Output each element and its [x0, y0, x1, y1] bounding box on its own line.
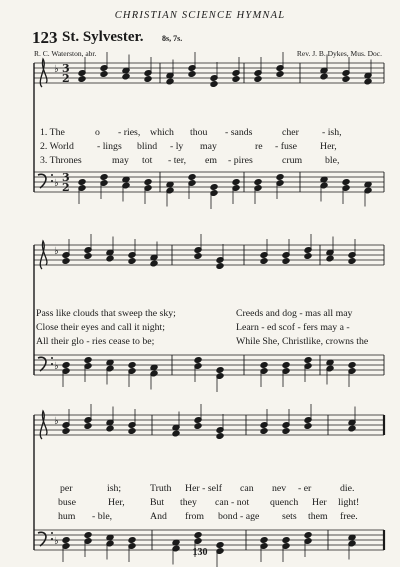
- note-head: [194, 253, 202, 260]
- note-head: [260, 428, 268, 435]
- note-head: [144, 76, 152, 83]
- note-head: [84, 357, 92, 364]
- lyric-syllable: - pires: [228, 155, 253, 166]
- note-head: [342, 179, 350, 186]
- lyric-syllable: die.: [340, 483, 355, 494]
- hymn-title: St. Sylvester.: [62, 29, 144, 45]
- bass-clef: [38, 174, 46, 188]
- note-head: [260, 537, 268, 544]
- lyric-syllable: 2. World: [40, 141, 74, 152]
- lyric-phrase: All their glo - ries cease to be;: [36, 336, 155, 347]
- note-head: [100, 174, 108, 181]
- note-head: [342, 76, 350, 83]
- note-head: [128, 258, 136, 265]
- clef-dot: [51, 174, 53, 176]
- note-head: [84, 253, 92, 260]
- note-head: [62, 362, 70, 369]
- note-head: [282, 362, 290, 369]
- composer-credit: Rev. J. B. Dykes, Mus. Doc.: [296, 49, 382, 58]
- note-head: [122, 73, 130, 80]
- bass-clef: [38, 532, 46, 546]
- lyric-syllable: Her,: [320, 141, 337, 152]
- note-head: [326, 255, 334, 262]
- lyric-syllable: nev: [272, 483, 287, 494]
- time-signature-bottom: 2: [62, 181, 70, 194]
- note-head: [254, 179, 262, 186]
- note-head: [84, 532, 92, 539]
- time-signature-top: 3: [62, 171, 70, 184]
- lyric-syllable: But: [150, 497, 165, 508]
- note-head: [232, 179, 240, 186]
- time-signature-bottom: 2: [62, 72, 70, 85]
- lyric-syllable: light!: [338, 497, 360, 508]
- note-head: [84, 423, 92, 430]
- lyric-phrase: While She, Christlike, crowns the: [236, 336, 369, 347]
- lyric-syllable: re: [255, 141, 263, 152]
- note-head: [194, 423, 202, 430]
- note-head: [216, 433, 224, 440]
- note-head: [348, 425, 356, 432]
- note-head: [276, 71, 284, 78]
- note-head: [364, 78, 372, 85]
- lyric-syllable: quench: [270, 497, 299, 508]
- lyric-syllable: Her,: [108, 497, 125, 508]
- lyric-syllable: 1. The: [40, 127, 65, 138]
- note-head: [210, 184, 218, 191]
- lyric-phrase: Pass like clouds that sweep the sky;: [36, 308, 176, 319]
- note-head: [304, 253, 312, 260]
- flat-sign: ♭: [54, 178, 59, 189]
- note-head: [276, 174, 284, 181]
- note-head: [62, 258, 70, 265]
- lyric-syllable: em: [205, 155, 217, 166]
- note-head: [282, 258, 290, 265]
- clef-dot: [51, 532, 53, 534]
- lyric-syllable: Her - self: [185, 483, 222, 494]
- note-head: [304, 532, 312, 539]
- lyric-syllable: cher: [282, 127, 299, 138]
- lyric-syllable: them: [308, 511, 328, 522]
- flat-sign: ♭: [54, 361, 59, 372]
- clef-dot: [51, 180, 53, 182]
- note-head: [216, 367, 224, 374]
- lyric-syllable: ble,: [325, 155, 340, 166]
- lyric-syllable: - ish,: [322, 127, 342, 138]
- lyric-syllable: blind: [137, 141, 158, 152]
- flat-sign: ♭: [54, 246, 59, 257]
- note-head: [260, 362, 268, 369]
- note-head: [254, 76, 262, 83]
- note-head: [100, 71, 108, 78]
- lyric-syllable: - ly: [170, 141, 184, 152]
- note-head: [348, 362, 356, 369]
- time-signature-top: 3: [62, 62, 70, 75]
- note-head: [210, 81, 218, 88]
- note-head: [188, 174, 196, 181]
- lyric-syllable: may: [112, 155, 129, 166]
- note-head: [128, 537, 136, 544]
- lyric-syllable: - ter,: [168, 155, 187, 166]
- hymn-meter: 8s, 7s.: [162, 34, 183, 43]
- lyric-syllable: from: [185, 511, 205, 522]
- lyric-syllable: And: [150, 511, 167, 522]
- note-head: [320, 73, 328, 80]
- note-head: [282, 537, 290, 544]
- note-head: [128, 362, 136, 369]
- note-head: [188, 71, 196, 78]
- lyric-syllable: crum: [282, 155, 303, 166]
- note-head: [194, 357, 202, 364]
- clef-dot: [51, 363, 53, 365]
- note-head: [304, 357, 312, 364]
- author-credit: R. C. Waterston, abr.: [34, 49, 97, 58]
- hymn-number: 123: [32, 28, 58, 47]
- lyric-syllable: hum: [58, 511, 76, 522]
- lyric-syllable: which: [150, 127, 174, 138]
- clef-dot: [51, 538, 53, 540]
- note-head: [304, 423, 312, 430]
- note-head: [260, 258, 268, 265]
- lyric-syllable: 3. Thrones: [40, 155, 82, 166]
- lyric-syllable: can: [240, 483, 254, 494]
- note-head: [232, 76, 240, 83]
- lyric-syllable: - er: [298, 483, 312, 494]
- lyric-syllable: tot: [142, 155, 153, 166]
- lyric-syllable: bond - age: [218, 511, 260, 522]
- lyric-syllable: o: [95, 127, 100, 138]
- lyric-phrase: Learn - ed scof - fers may a -: [236, 322, 350, 333]
- lyric-syllable: buse: [58, 497, 76, 508]
- lyric-syllable: ish;: [107, 483, 122, 494]
- page-number: 130: [192, 547, 208, 558]
- lyric-syllable: per: [60, 483, 73, 494]
- lyric-syllable: - ries,: [118, 127, 141, 138]
- lyric-syllable: thou: [190, 127, 208, 138]
- note-head: [216, 263, 224, 270]
- lyric-syllable: they: [180, 497, 197, 508]
- lyric-syllable: may: [200, 141, 217, 152]
- flat-sign: ♭: [54, 536, 59, 547]
- flat-sign: ♭: [54, 64, 59, 75]
- clef-dot: [51, 357, 53, 359]
- bass-clef: [38, 357, 46, 371]
- note-head: [150, 260, 158, 267]
- note-head: [128, 428, 136, 435]
- lyric-syllable: - ble,: [92, 511, 113, 522]
- lyric-syllable: sets: [282, 511, 297, 522]
- note-head: [106, 255, 114, 262]
- note-head: [62, 428, 70, 435]
- lyric-phrase: Creeds and dog - mas all may: [236, 308, 353, 319]
- lyric-syllable: Her: [312, 497, 327, 508]
- note-head: [194, 532, 202, 539]
- note-head: [348, 258, 356, 265]
- note-head: [172, 430, 180, 437]
- lyric-syllable: free.: [340, 511, 358, 522]
- flat-sign: ♭: [54, 416, 59, 427]
- running-head: CHRISTIAN SCIENCE HYMNAL: [114, 10, 286, 21]
- note-head: [144, 179, 152, 186]
- note-head: [78, 76, 86, 83]
- lyric-syllable: Truth: [150, 483, 172, 494]
- note-head: [78, 179, 86, 186]
- lyric-syllable: can - not: [215, 497, 250, 508]
- note-head: [106, 425, 114, 432]
- note-head: [282, 428, 290, 435]
- lyric-phrase: Close their eyes and call it night;: [36, 322, 165, 333]
- note-head: [166, 78, 174, 85]
- note-head: [62, 537, 70, 544]
- lyric-syllable: - fuse: [275, 141, 298, 152]
- lyric-syllable: - sands: [225, 127, 253, 138]
- lyric-syllable: - lings: [97, 141, 122, 152]
